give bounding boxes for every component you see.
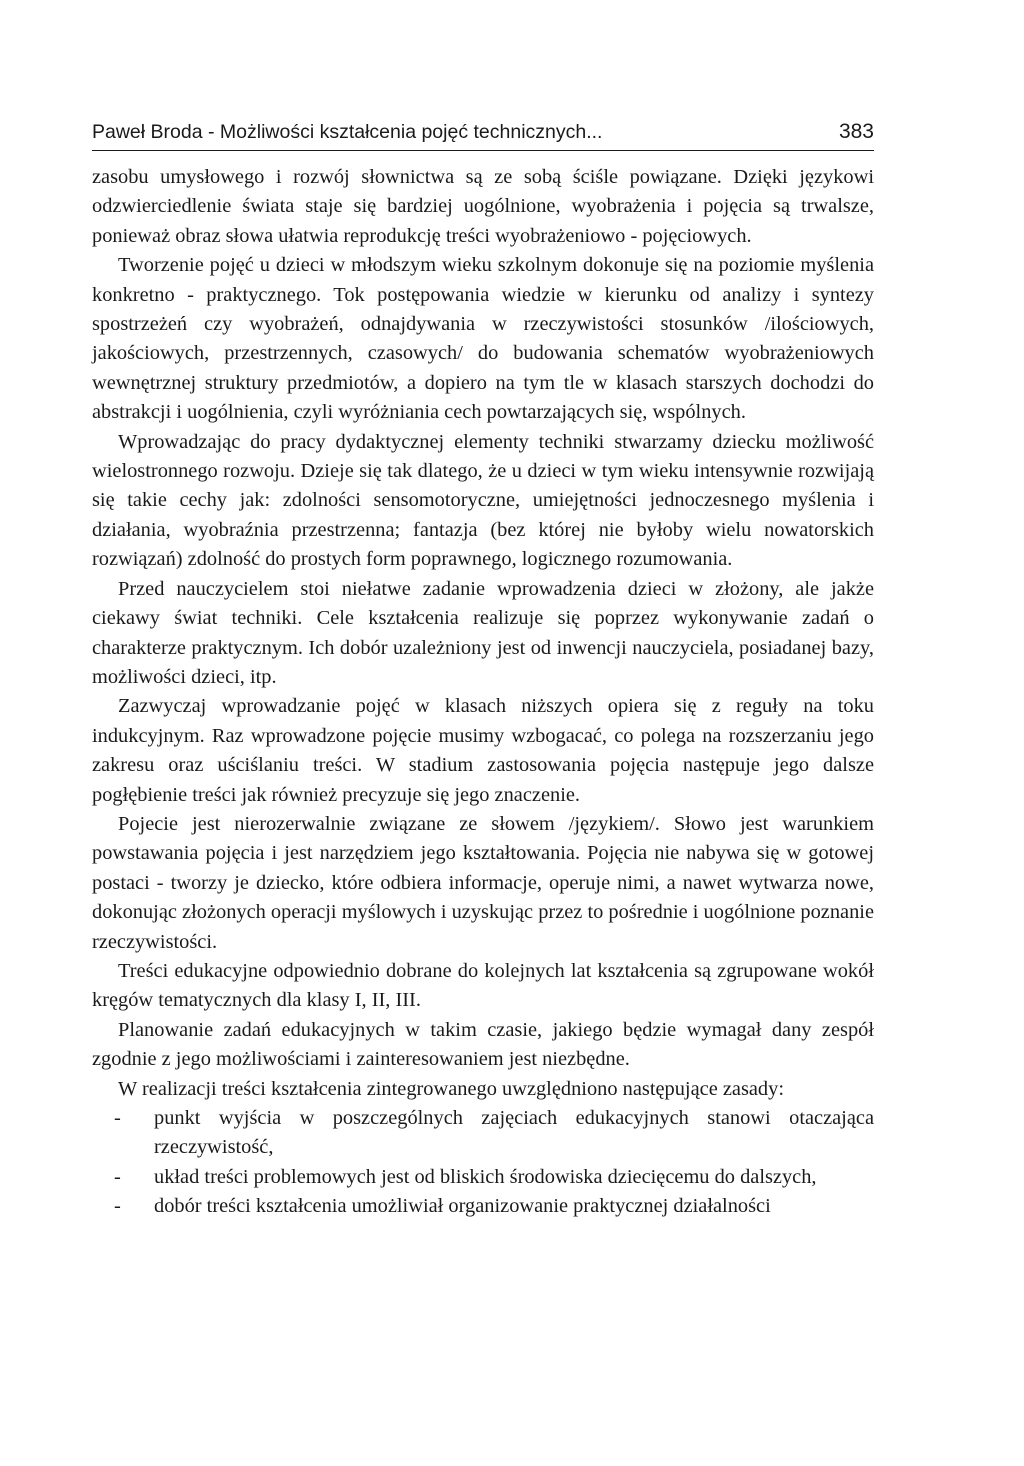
list-item-text: punkt wyjścia w poszczególnych zajęciach edukacyjnych stanowi otaczająca rzeczywistość, [154, 1107, 874, 1159]
page-number: 383 [838, 120, 874, 143]
paragraph-continued: zasobu umysłowego i rozwój słownictwa są ze sobą ściśle powiązane. Dzięki językowi odzwierciedlenie świata staje się bardziej uogólnione, wyobrażenia i pojęcia są trwalsze, ponieważ obraz słowa ułatwia reprodukcję treści wyobrażeniowo - pojęciowych. [92, 166, 874, 247]
paragraph: Wprowadzając do pracy dydaktycznej elementy techniki stwarzamy dziecku możliwość wielostronnego rozwoju. Dzieje się tak dlatego, że u dzieci w tym wieku intensywnie rozwijają się takie cechy jak: zdolności sensomotoryczne, umiejętności jednoczesnego myślenia i działania, wyobraźnia przestrzenna; fantazja (bez której nie byłoby wielu nowatorskich rozwiązań) zdolność do prostych form poprawnego, logicznego rozumowania. [92, 430, 874, 571]
paragraph: Treści edukacyjne odpowiednio dobrane do kolejnych lat kształcenia są zgrupowane wokół kręgów tematycznych dla klasy I, II, III. [92, 959, 874, 1012]
body-text [92, 163, 874, 1222]
list-marker: - [114, 1195, 121, 1218]
running-title: Paweł Broda - Możliwości kształcenia pojęć technicznych... [92, 121, 603, 143]
list-marker: - [114, 1165, 121, 1188]
page [92, 118, 874, 1222]
paragraph: Pojecie jest nierozerwalnie związane ze słowem /językiem/. Słowo jest warunkiem powstawania pojęcia i jest narzędziem jego kształtowania. Pojęcia nie nabywa się w gotowej postaci - tworzy je dziecko, które odbiera informacje, operuje nimi, a nawet wytwarza nowe, dokonując złożonych operacji myślowych i uzyskując przez to pośrednie i uogólnione poznanie rzeczywistości. [92, 812, 874, 953]
list-item-text: układ treści problemowych jest od bliskich środowiska dziecięcemu do dalszych, [154, 1165, 817, 1188]
principles-list [92, 1104, 874, 1222]
list-marker: - [114, 1107, 121, 1129]
list-item [92, 1192, 874, 1221]
list-item [92, 1163, 874, 1192]
paragraph: Przed nauczycielem stoi niełatwe zadanie wprowadzenia dzieci w złożony, ale jakże ciekawy świat techniki. Cele kształcenia realizuje się poprzez wykonywanie zadań o charakterze praktycznym. Ich dobór uzależniony jest od inwencji nauczyciela, posiadanej bazy, możliwości dzieci, itp. [92, 577, 874, 688]
paragraph: W realizacji treści kształcenia zintegrowanego uwzględniono następujące zasady: [118, 1077, 784, 1100]
paragraph: Planowanie zadań edukacyjnych w takim czasie, jakiego będzie wymagał dany zespół zgodnie z jego możliwościami i zainteresowaniem jest niezbędne. [92, 1018, 874, 1071]
running-head [92, 118, 874, 151]
list-item-text: dobór treści kształcenia umożliwiał organizowanie praktycznej działalności [154, 1195, 771, 1218]
paragraph: Tworzenie pojęć u dzieci w młodszym wieku szkolnym dokonuje się na poziomie myślenia konkretno - praktycznego. Tok postępowania wiedzie w kierunku od analizy i syntezy spostrzeżeń czy wyobrażeń, odnajdywania w rzeczywistości stosunków /ilościowych, jakościowych, przestrzennych, czasowych/ do budowania schematów wyobrażeniowych wewnętrznej struktury przedmiotów, a dopiero na tym tle w klasach starszych dochodzi do abstrakcji i uogólnienia, czyli wyróżniania cech powtarzających się, wspólnych. [92, 254, 874, 424]
list-item [92, 1104, 874, 1163]
paragraph: Zazwyczaj wprowadzanie pojęć w klasach niższych opiera się z reguły na toku indukcyjnym. Raz wprowadzone pojęcie musimy wzbogacać, co polega na rozszerzaniu jego zakresu oraz uściślaniu treści. W stadium zastosowania pojęcia następuje jego dalsze pogłębienie treści jak również precyzuje się jego znaczenie. [92, 695, 874, 806]
